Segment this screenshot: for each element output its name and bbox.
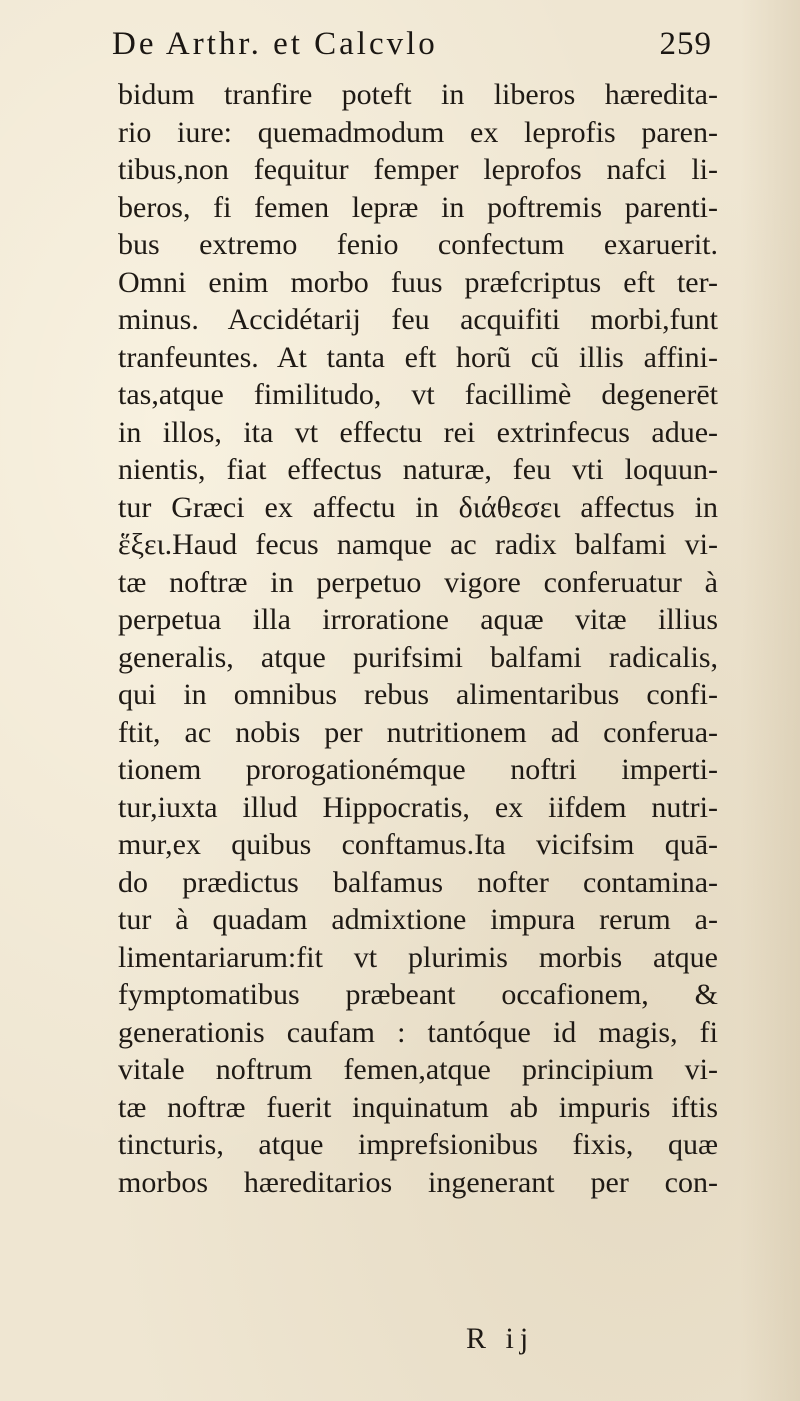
page-number: 259: [659, 26, 712, 62]
text-line: vitale noftrum femen,atque principium vi-: [118, 1053, 718, 1086]
text-line: bus extremo fenio confectum exaruerit.: [118, 228, 718, 261]
text-line: tæ noftræ fuerit inquinatum ab impuris iftis: [118, 1090, 718, 1124]
text-line: generationis caufam : tantóque id magis, fi: [118, 1015, 718, 1049]
text-line: fymptomatibus præbeant occafionem, &: [118, 978, 718, 1011]
text-line: generalis, atque purifsimi balfami radicalis,: [118, 640, 718, 674]
text-line: minus. Accidétarij feu acquifiti morbi,funt: [118, 303, 718, 336]
text-line: tas,atque fimilitudo, vt facillimè degenerēt: [118, 378, 718, 411]
text-line: tincturis, atque imprefsionibus fixis, quæ: [118, 1128, 718, 1161]
text-line: tranfeuntes. At tanta eft horũ cũ illis affini-: [118, 340, 718, 374]
text-line: tibus,non fequitur femper leprofos nafci li-: [118, 153, 718, 186]
running-head-title: De Arthr. et Calcvlo: [112, 26, 438, 62]
text-line: bidum tranfire poteft in liberos hæredita-: [118, 78, 718, 111]
text-line: qui in omnibus rebus alimentaribus confi-: [118, 678, 718, 711]
text-line: tur à quadam admixtione impura rerum a-: [118, 903, 718, 936]
text-line: tionem prorogationémque noftri imperti-: [118, 753, 718, 786]
text-line: mur,ex quibus conftamus.Ita vicifsim quā-: [118, 828, 718, 861]
text-line: tur,iuxta illud Hippocratis, ex iifdem nutri-: [118, 790, 718, 824]
body-text: [118, 76, 718, 1201]
running-head: [112, 26, 712, 70]
text-line: tæ noftræ in perpetuo vigore conferuatur à: [118, 565, 718, 599]
text-line: perpetua illa irroratione aquæ vitæ illius: [118, 603, 718, 636]
text-line: beros, fi femen lepræ in poftremis parenti-: [118, 190, 718, 224]
text-line: tur Græci ex affectu in διάθεσει affectus in: [118, 490, 718, 524]
text-line: ftit, ac nobis per nutritionem ad conferua-: [118, 715, 718, 749]
signature-mark: R ij: [466, 1322, 535, 1355]
text-line: ἕξει.Haud fecus namque ac radix balfami vi-: [118, 528, 718, 561]
text-line: limentariarum:fit vt plurimis morbis atque: [118, 940, 718, 974]
text-line: rio iure: quemadmodum ex leprofis paren-: [118, 115, 718, 149]
text-line: morbos hæreditarios ingenerant per con-: [118, 1165, 718, 1199]
text-line: in illos, ita vt effectu rei extrinfecus adue-: [118, 415, 718, 449]
page-edge-shading: [740, 0, 800, 1401]
text-line: do prædictus balfamus nofter contamina-: [118, 865, 718, 899]
text-line: nientis, fiat effectus naturæ, feu vti loquun-: [118, 453, 718, 486]
text-line: Omni enim morbo fuus præfcriptus eft ter-: [118, 265, 718, 299]
